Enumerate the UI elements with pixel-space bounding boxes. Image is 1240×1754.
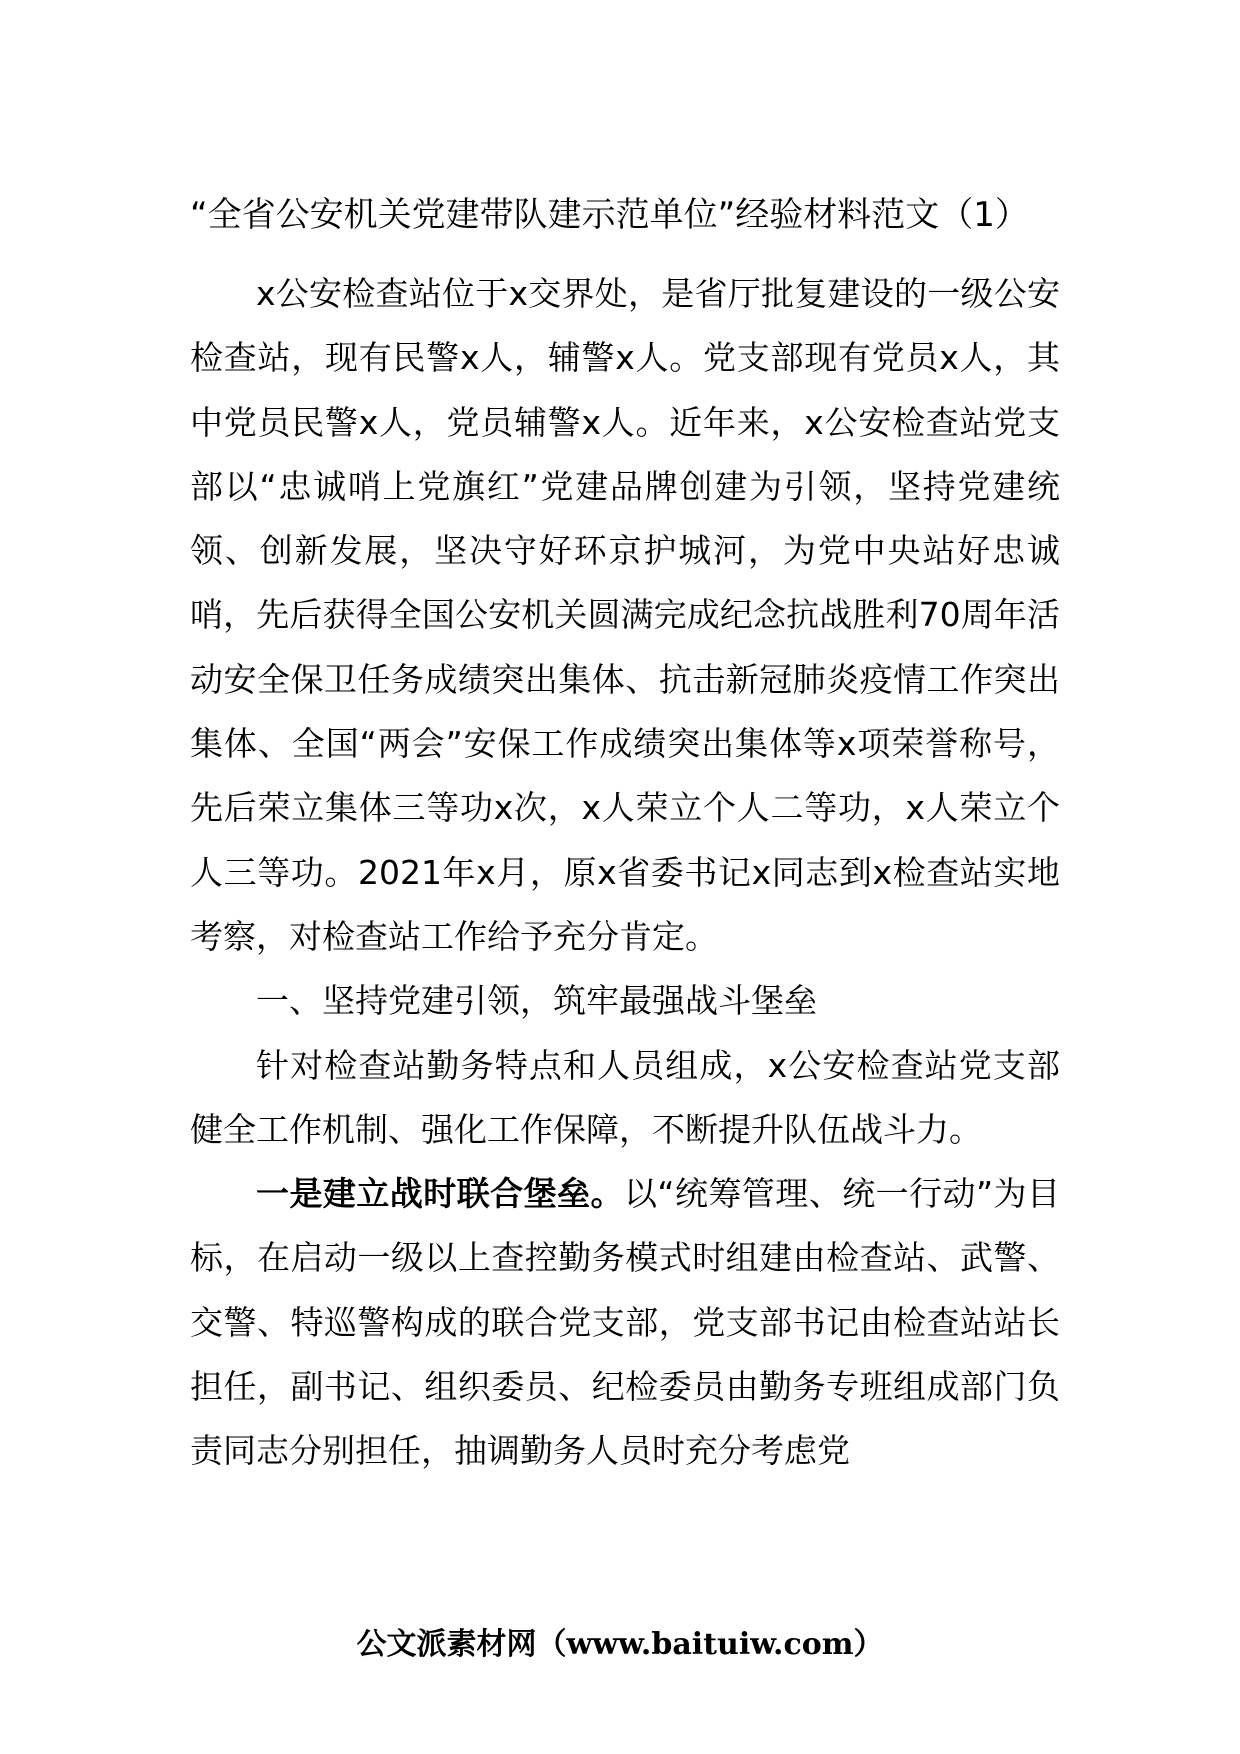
point-one-lead: 一是建立战时联合堡垒。 xyxy=(256,1174,624,1214)
point-one-paragraph xyxy=(190,1162,1060,1483)
section-intro-paragraph: 针对检查站勤务特点和人员组成，x公安检查站党支部健全工作机制、强化工作保障，不断提升队伍战斗力。 xyxy=(190,1045,1060,1149)
point-one-text: 以“统筹管理、统一行动”为目标，在启动一级以上查控勤务模式时组建由检查站、武警、交警、特巡警构成的联合党支部，党支部书记由检查站站长担任，副书记、组织委员、纪检委员由勤务专班组成部门负责同志分别担任，抽调勤务人员时充分考虑党 xyxy=(190,1174,1060,1471)
intro-paragraph: x公安检查站位于x交界处，是省厅批复建设的一级公安检查站，现有民警x人，辅警x人。党支部现有党员x人，其中党员民警x人，党员辅警x人。近年来，x公安检查站党支部以“忠诚哨上党旗红”党建品牌创建为引领，坚持党建统领、创新发展，坚决守好环京护城河，为党中央站好忠诚哨，先后获得全国公安机关圆满完成纪念抗战胜利70周年活动安全保卫任务成绩突出集体、抗击新冠肺炎疫情工作突出集体、全国“两会”安保工作成绩突出集体等x项荣誉称号，先后荣立集体三等功x次，x人荣立个人二等功，x人荣立个人三等功。2021年x月，原x省委书记x同志到x检查站实地考察，对检查站工作给予充分肯定。 xyxy=(190,274,1060,956)
document-title: “全省公安机关党建带队建示范单位”经验材料范文（1） xyxy=(190,195,1029,235)
document-body xyxy=(190,262,1060,1484)
section-heading-one: 一、坚持党建引领，筑牢最强战斗堡垒 xyxy=(256,981,817,1021)
footer-watermark: 公文派素材网（www.baituiw.com） xyxy=(356,1627,884,1662)
